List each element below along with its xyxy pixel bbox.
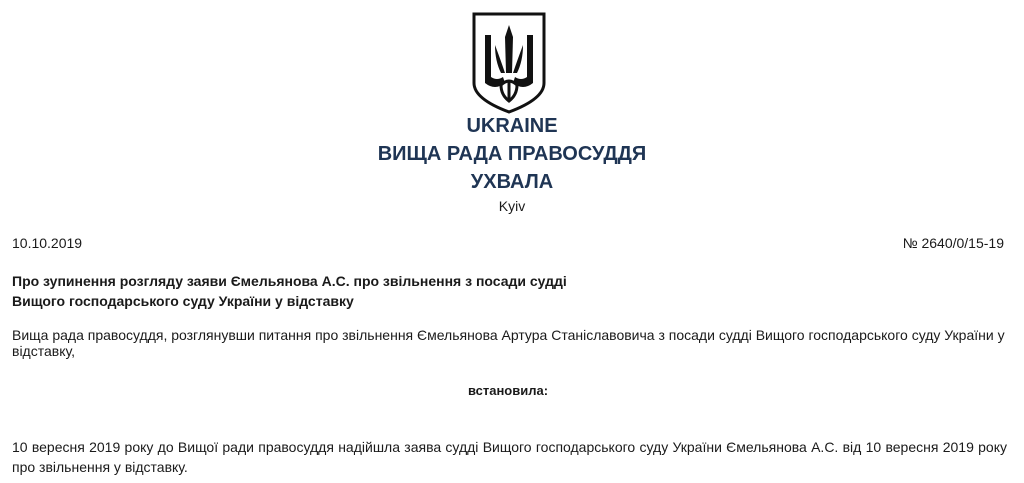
document-date: 10.10.2019 bbox=[12, 235, 83, 251]
intro-paragraph: Вища рада правосуддя, розглянувши питання про звільнення Ємельянова Артура Станіславовича з посади судді Вищого господарського суду України у відставку, bbox=[12, 327, 1005, 359]
document-type-heading: УХВАЛА bbox=[470, 171, 554, 193]
coat-of-arms-trident-icon bbox=[471, 11, 547, 115]
city: Kyiv bbox=[498, 198, 526, 214]
subject-line-2: Вищого господарського суду України у відставку bbox=[12, 293, 354, 309]
institution-heading: ВИЩА РАДА ПРАВОСУДДЯ bbox=[377, 143, 647, 165]
established-heading: встановила: bbox=[467, 383, 549, 398]
subject-line-1: Про зупинення розгляду заяви Ємельянова А.С. про звільнення з посади судді bbox=[12, 273, 567, 289]
document-number: № 2640/0/15-19 bbox=[902, 235, 1004, 251]
document-subject bbox=[12, 271, 567, 311]
body-paragraph: 10 вересня 2019 року до Вищої ради правосуддя надійшла заява судді Вищого господарського суду України Ємельянова А.С. від 10 вересня 2019 року про звільнення у відставку. bbox=[12, 439, 1007, 475]
country-heading: UKRAINE bbox=[466, 115, 558, 137]
